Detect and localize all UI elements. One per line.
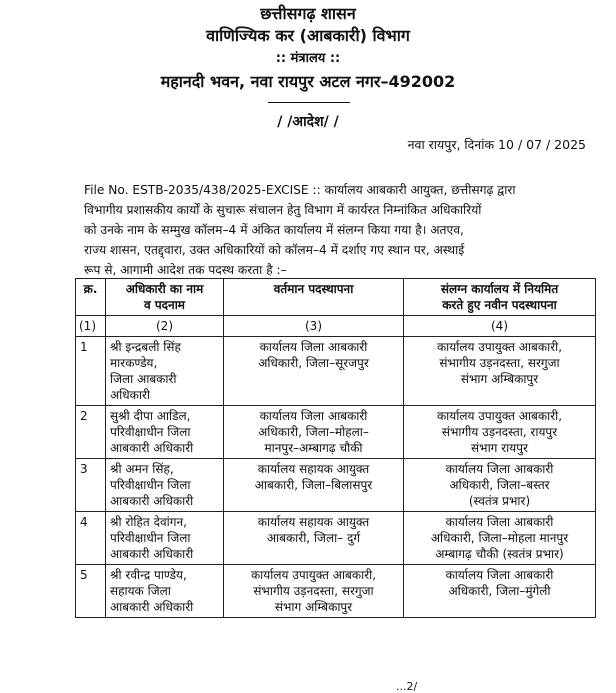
order-title: / /आदेश/ / bbox=[277, 114, 339, 130]
new-posting-cell-line: संभागीय उड़नदस्ता, सरगुजा bbox=[439, 356, 560, 370]
new-posting-cell-line: कार्यालय जिला आबकारी bbox=[445, 568, 554, 582]
current-posting-cell-line: संभाग अम्बिकापुर bbox=[274, 600, 353, 614]
serial-number: 5 bbox=[76, 565, 106, 618]
officer-cell-line: श्री रोहित देवांगन, bbox=[110, 515, 187, 529]
new-posting-cell bbox=[404, 337, 596, 406]
serial-number: 4 bbox=[76, 512, 106, 565]
current-posting-cell-line: आबकारी, जिला– दुर्ग bbox=[266, 531, 361, 545]
table-row bbox=[76, 512, 596, 565]
current-posting-cell bbox=[224, 459, 404, 512]
current-posting-cell-line: अधिकारी, जिला–मोहला– bbox=[258, 425, 369, 439]
new-posting-cell-line: कार्यालय उपायुक्त आबकारी, bbox=[436, 340, 563, 354]
divider bbox=[268, 102, 350, 103]
new-posting-cell-line: कार्यालय उपायुक्त आबकारी, bbox=[436, 409, 563, 423]
serial-number: 3 bbox=[76, 459, 106, 512]
table-row bbox=[76, 337, 596, 406]
table-row bbox=[76, 459, 596, 512]
order-body bbox=[84, 180, 586, 280]
date-line: नवा रायपुर, दिनांक 10 / 07 / 2025 bbox=[407, 137, 586, 152]
new-posting-cell-line: संभाग रायपुर bbox=[471, 441, 528, 455]
new-posting-cell bbox=[404, 512, 596, 565]
current-posting-cell-line: कार्यालय सहायक आयुक्त bbox=[257, 462, 370, 476]
column-number-row bbox=[76, 316, 596, 337]
officer-cell-line: आबकारी अधिकारी bbox=[110, 494, 194, 508]
officer-cell-line: श्री इन्द्रबली सिंह bbox=[110, 340, 181, 354]
col-number: (2) bbox=[106, 316, 224, 337]
current-posting-cell bbox=[224, 337, 404, 406]
officer-cell-line: परिवीक्षाधीन जिला bbox=[110, 478, 191, 492]
body-line: File No. ESTB-2035/438/2025-EXCISE :: कार्यालय आबकारी आयुक्त, छत्तीसगढ़ द्वारा bbox=[84, 183, 516, 197]
new-posting-cell-line: अधिकारी, जिला–मोहला मानपुर bbox=[430, 531, 569, 545]
header-serial: क्र. bbox=[76, 279, 106, 316]
serial-number: 1 bbox=[76, 337, 106, 406]
body-line: रूप से, आगामी आदेश तक पदस्थ करता है :– bbox=[84, 263, 287, 277]
new-posting-cell-line: कार्यालय जिला आबकारी bbox=[445, 515, 554, 529]
officer-cell bbox=[106, 565, 224, 618]
header-current-posting: वर्तमान पदस्थापना bbox=[224, 279, 404, 316]
header-officer: अधिकारी का नाम व पदनाम bbox=[106, 279, 224, 316]
current-posting-cell-line: कार्यालय जिला आबकारी bbox=[259, 409, 368, 423]
current-posting-cell-line: अधिकारी, जिला–सूरजपुर bbox=[258, 356, 369, 370]
serial-number: 2 bbox=[76, 406, 106, 459]
table-header-row bbox=[76, 279, 596, 316]
body-line: विभागीय प्रशासकीय कार्यों के सुचारू संचालन हेतु विभाग में कार्यरत निम्नांकित अधिकारियों bbox=[84, 203, 482, 217]
new-posting-cell-line: अधिकारी, जिला–मुंगेली bbox=[448, 584, 551, 598]
new-posting-cell-line: संभाग अम्बिकापुर bbox=[460, 372, 539, 386]
department-heading: वाणिज्यिक कर (आबकारी) विभाग bbox=[206, 26, 410, 45]
body-line: को उनके नाम के सम्मुख कॉलम–4 में अंकित कार्यालय में संलग्न किया गया है। अतएव, bbox=[84, 223, 464, 237]
officer-cell-line: सहायक जिला bbox=[110, 584, 171, 598]
new-posting-cell-line: (स्वतंत्र प्रभार) bbox=[468, 494, 531, 508]
officer-cell bbox=[106, 406, 224, 459]
new-posting-cell-line: कार्यालय जिला आबकारी bbox=[445, 462, 554, 476]
officer-cell-line: सुश्री दीपा आडिल, bbox=[110, 409, 191, 423]
col-number: (4) bbox=[404, 316, 596, 337]
officer-cell-line: परिवीक्षाधीन जिला bbox=[110, 425, 191, 439]
new-posting-cell bbox=[404, 459, 596, 512]
table-row bbox=[76, 565, 596, 618]
current-posting-cell-line: कार्यालय जिला आबकारी bbox=[259, 340, 368, 354]
address-heading: महानदी भवन, नवा रायपुर अटल नगर–492002 bbox=[160, 72, 456, 91]
current-posting-cell-line: कार्यालय उपायुक्त आबकारी, bbox=[250, 568, 377, 582]
new-posting-cell-line: संभागीय उड़नदस्ता, रायपुर bbox=[441, 425, 558, 439]
header-new-posting: संलग्न कार्यालय में नियमित करते हुए नवीन पदस्थापना bbox=[404, 279, 596, 316]
page-continuation: ...2/ bbox=[396, 680, 418, 693]
posting-table bbox=[75, 278, 596, 618]
body-line: राज्य शासन, एतद्द्वारा, उक्त अधिकारियों को कॉलम–4 में दर्शाए गए स्थान पर, अस्थाई bbox=[84, 243, 465, 257]
officer-cell-line: जिला आबकारी bbox=[110, 372, 177, 386]
officer-cell-line: परिवीक्षाधीन जिला bbox=[110, 531, 191, 545]
officer-cell-line: आबकारी अधिकारी bbox=[110, 441, 194, 455]
current-posting-cell-line: संभागीय उड़नदस्ता, सरगुजा bbox=[253, 584, 374, 598]
officer-cell-line: श्री रवीन्द्र पाण्डेय, bbox=[110, 568, 187, 582]
current-posting-cell-line: मानपुर–अम्बागढ़ चौकी bbox=[264, 441, 363, 455]
new-posting-cell bbox=[404, 565, 596, 618]
new-posting-cell-line: अम्बागढ़ चौकी (स्वतंत्र प्रभार) bbox=[435, 547, 564, 561]
officer-cell-line: मारकण्डेय, bbox=[110, 356, 158, 370]
officer-cell bbox=[106, 512, 224, 565]
new-posting-cell-line: अधिकारी, जिला–बस्तर bbox=[449, 478, 550, 492]
col-number: (1) bbox=[76, 316, 106, 337]
officer-cell-line: श्री अमन सिंह, bbox=[110, 462, 174, 476]
ministry-heading: :: मंत्रालय :: bbox=[275, 51, 341, 66]
officer-cell bbox=[106, 337, 224, 406]
officer-cell-line: आबकारी अधिकारी bbox=[110, 547, 194, 561]
col-number: (3) bbox=[224, 316, 404, 337]
current-posting-cell-line: कार्यालय सहायक आयुक्त bbox=[257, 515, 370, 529]
govt-heading: छत्तीसगढ़ शासन bbox=[260, 4, 356, 23]
new-posting-cell bbox=[404, 406, 596, 459]
current-posting-cell bbox=[224, 406, 404, 459]
current-posting-cell-line: आबकारी, जिला–बिलासपुर bbox=[254, 478, 373, 492]
officer-cell-line: आबकारी अधिकारी bbox=[110, 600, 194, 614]
officer-cell-line: अधिकारी bbox=[110, 388, 150, 402]
table-row bbox=[76, 406, 596, 459]
officer-cell bbox=[106, 459, 224, 512]
current-posting-cell bbox=[224, 512, 404, 565]
current-posting-cell bbox=[224, 565, 404, 618]
